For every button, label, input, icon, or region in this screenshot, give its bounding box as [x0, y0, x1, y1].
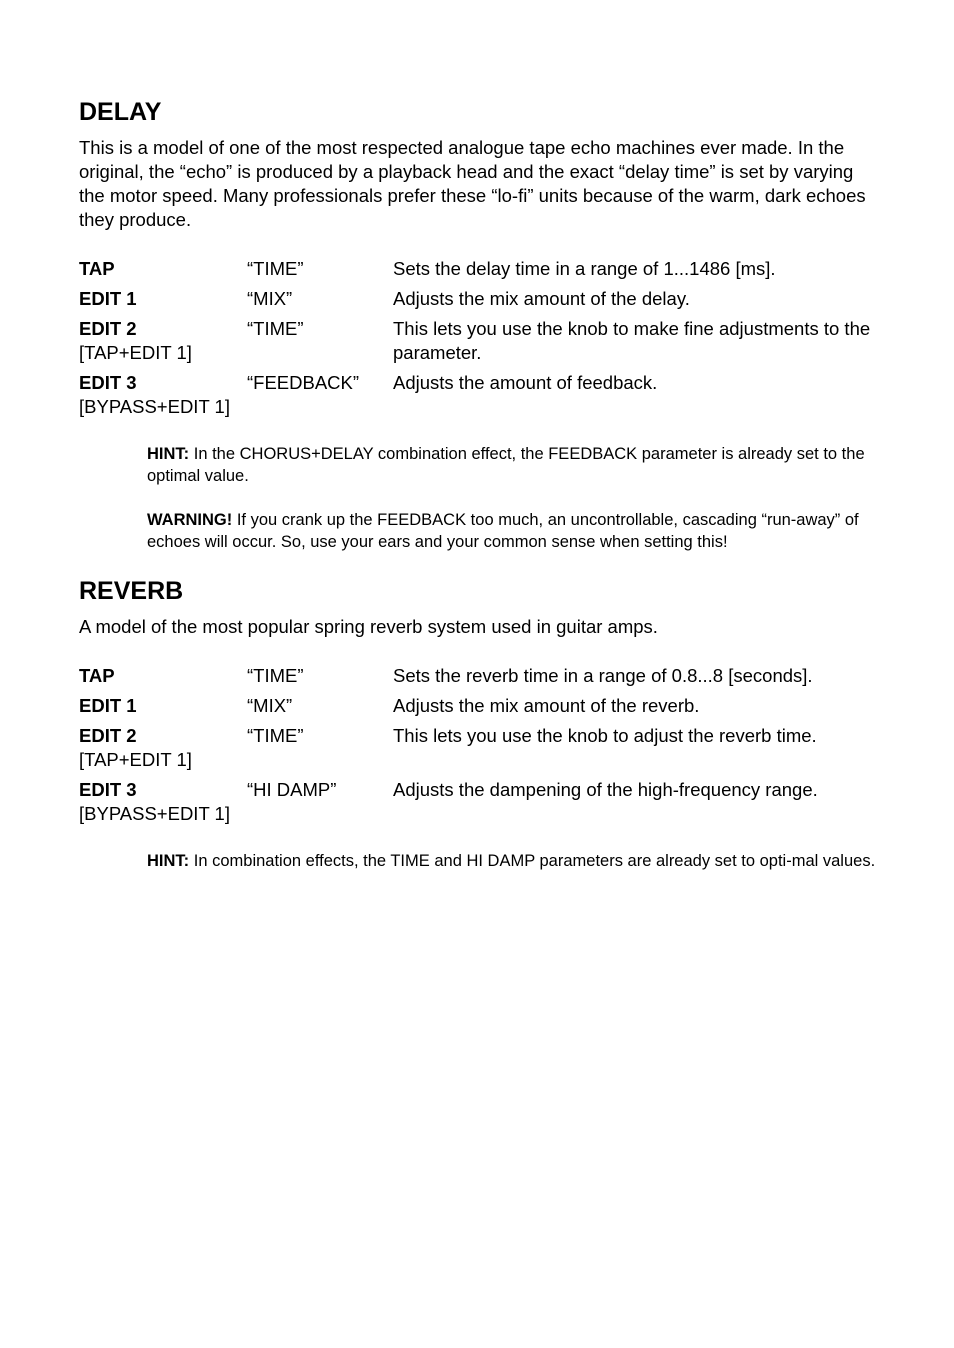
param-row [79, 694, 879, 718]
delay-section [79, 96, 879, 553]
manual-page [79, 96, 879, 894]
reverb-intro: A model of the most popular spring reverb system used in guitar amps. [79, 616, 658, 637]
param-key: TAP [79, 258, 115, 279]
param-desc: This lets you use the knob to make fine adjustments to the parameter. [393, 318, 871, 363]
delay-intro: This is a model of one of the most respected analogue tape echo machines ever made. In the original, the “echo” is produced by a playback head and the exact “delay time” is set by varying the motor speed. Many professionals prefer these “lo-fi” units because of the warm, dark echoes they produce. [79, 137, 866, 230]
hint-text: In the CHORUS+DELAY combination effect, the FEEDBACK parameter is already set to the optimal value. [147, 445, 865, 485]
reverb-section [79, 575, 879, 872]
param-desc: Adjusts the amount of feedback. [393, 372, 658, 393]
param-row [79, 664, 879, 688]
param-key: EDIT 2 [79, 318, 137, 339]
param-name: “TIME” [247, 725, 304, 746]
param-combo: [TAP+EDIT 1] [79, 342, 192, 363]
param-name: “MIX” [247, 288, 293, 309]
param-desc: This lets you use the knob to adjust the reverb time. [393, 725, 817, 746]
param-row [79, 317, 879, 365]
reverb-hint [147, 850, 879, 872]
param-key: EDIT 2 [79, 725, 137, 746]
param-key: EDIT 3 [79, 372, 137, 393]
delay-heading: DELAY [79, 98, 162, 126]
reverb-param-table [79, 664, 879, 826]
param-name: “TIME” [247, 318, 304, 339]
param-name: “HI DAMP” [247, 779, 337, 800]
param-name: “FEEDBACK” [247, 372, 360, 393]
warning-text: If you crank up the FEEDBACK too much, an uncontrollable, cascading “run-away” of echoes will occur. So, use your ears and your common sense when setting this! [147, 511, 859, 551]
param-combo: [BYPASS+EDIT 1] [79, 803, 230, 824]
hint-label: HINT: [147, 445, 190, 463]
delay-hint [147, 443, 879, 487]
param-row [79, 287, 879, 311]
param-desc: Adjusts the mix amount of the delay. [393, 288, 690, 309]
param-combo: [TAP+EDIT 1] [79, 749, 192, 770]
param-desc: Adjusts the mix amount of the reverb. [393, 695, 700, 716]
hint-text: In combination effects, the TIME and HI DAMP parameters are already set to opti-mal values. [189, 852, 876, 870]
param-desc: Sets the reverb time in a range of 0.8...8 [seconds]. [393, 665, 813, 686]
hint-label: HINT: [147, 852, 190, 870]
warning-label: WARNING! [147, 511, 233, 529]
param-name: “TIME” [247, 665, 304, 686]
param-name: “TIME” [247, 258, 304, 279]
param-row [79, 371, 879, 419]
param-desc: Adjusts the dampening of the high-frequency range. [393, 779, 818, 800]
param-key: TAP [79, 665, 115, 686]
param-row [79, 257, 879, 281]
delay-warning [147, 509, 879, 553]
reverb-heading: REVERB [79, 577, 184, 605]
param-name: “MIX” [247, 695, 293, 716]
param-key: EDIT 1 [79, 288, 137, 309]
param-combo: [BYPASS+EDIT 1] [79, 396, 230, 417]
param-key: EDIT 3 [79, 779, 137, 800]
param-desc: Sets the delay time in a range of 1...1486 [ms]. [393, 258, 776, 279]
param-row [79, 778, 879, 826]
delay-param-table [79, 257, 879, 419]
param-key: EDIT 1 [79, 695, 137, 716]
param-row [79, 724, 879, 772]
